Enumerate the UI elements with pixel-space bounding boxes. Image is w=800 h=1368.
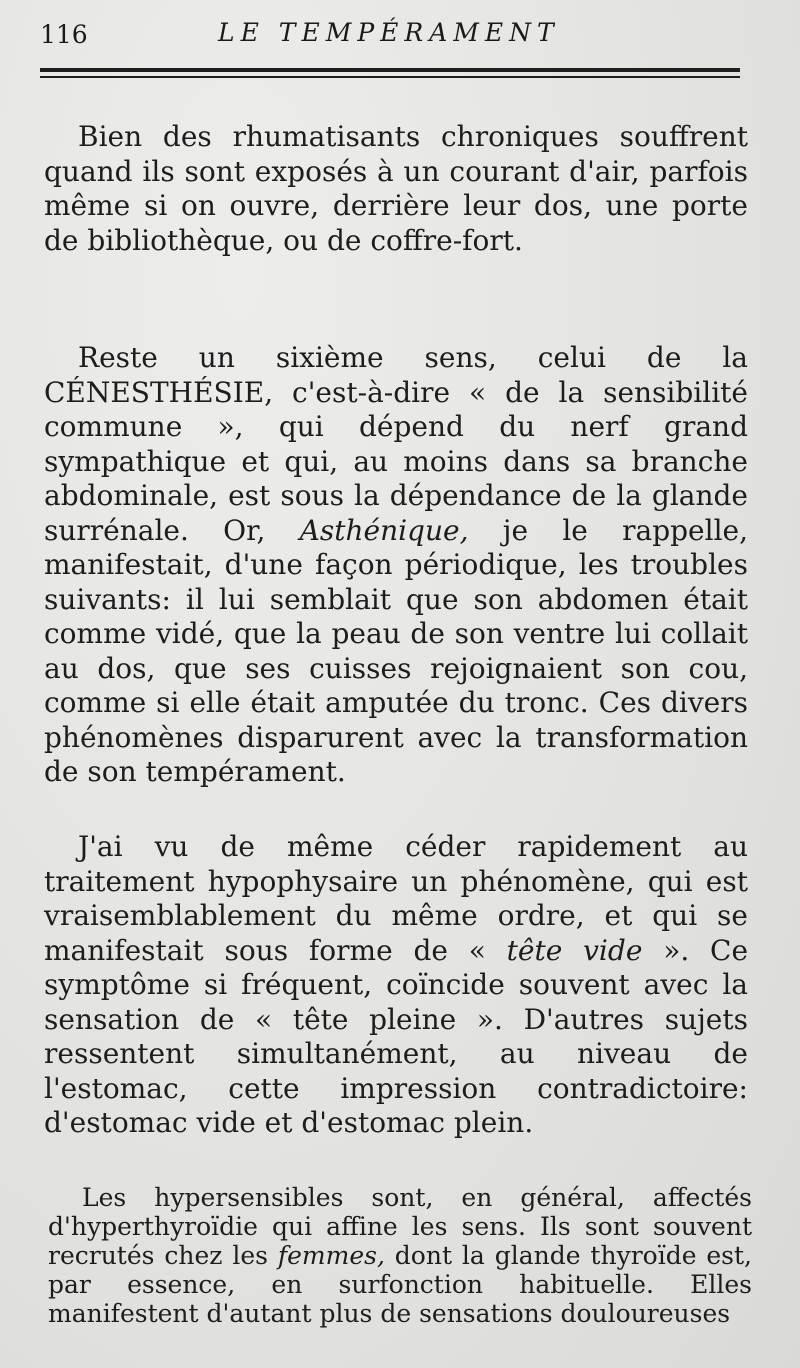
italic-term: tête vide xyxy=(506,933,643,967)
paragraph-text: Les hypersensibles sont, en général, affectés d'hyperthyroïdie qui affine les sens. Ils sont souvent recrutés chez les xyxy=(48,1183,752,1270)
paragraph-text: ». Ce symptôme si fréquent, coïncide souvent avec la sensation de « tête pleine ». D'autres sujets ressentent simultanément, au niveau de l'estomac, cette impression contradictoire: d'estomac vide et d'estomac plein. xyxy=(44,933,749,1139)
paragraph-rheumatism xyxy=(44,120,748,258)
italic-term: Asthénique, xyxy=(299,513,469,547)
header-rule-thick xyxy=(40,68,740,72)
italic-term: femmes, xyxy=(277,1241,385,1270)
paragraph-empty-head xyxy=(44,830,748,1141)
paragraph-cenesthesia xyxy=(44,341,748,790)
paragraph-text: J'ai vu de même céder rapidement au traitement hypophysaire un phénomène, qui est vraisemblablement du même ordre, et qui se manifestait sous forme de « xyxy=(44,830,748,967)
running-title: LE TEMPÉRAMENT xyxy=(218,18,560,47)
page-header xyxy=(40,14,740,54)
paragraph-text: dont la glande thyroïde est, par essence, en surfonction habituelle. Elles manifestent d'autant plus de sensations douloureuses xyxy=(48,1241,753,1328)
page-number: 116 xyxy=(40,20,88,49)
header-rule-thin xyxy=(40,76,740,78)
paragraph-text: je le rappelle, manifestait, d'une façon périodique, les troubles suivants: il lui semblait que son abdomen était comme vidé, que la peau de son ventre lui collait au dos, que ses cuisses rejoignaient son cou, comme si elle était amputée du tronc. Ces divers phénomènes disparurent avec la transformation de son tempérament. xyxy=(44,513,748,788)
paragraph-text: Bien des rhumatisants chroniques souffrent quand ils sont exposés à un courant d'air, parfois même si on ouvre, derrière leur dos, une porte de bibliothèque, ou de coffre-fort. xyxy=(44,120,748,257)
paragraph-hypersensitive xyxy=(48,1183,752,1328)
paragraph-text: Reste un sixième sens, celui de la CÉNESTHÉSIE, c'est-à-dire « de la sensibilité commune », qui dépend du nerf grand sympathique et qui, au moins dans sa branche abdominale, est sous la dépendance de la glande surrénale. Or, xyxy=(44,341,748,547)
